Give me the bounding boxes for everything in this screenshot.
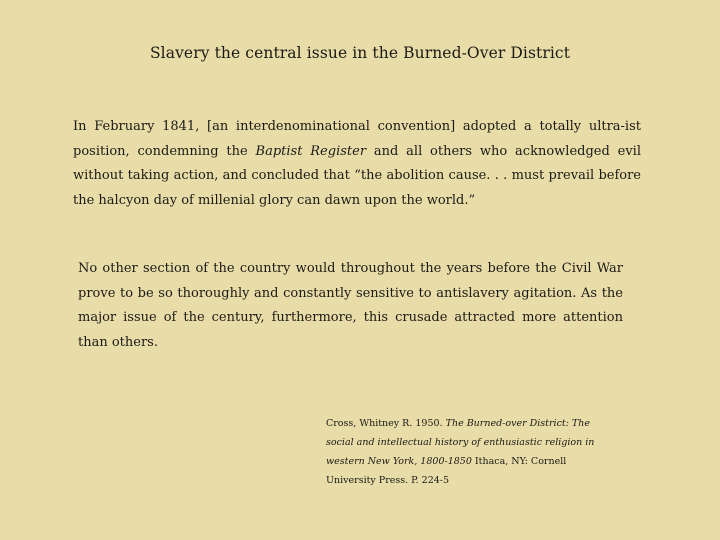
- citation-book-title: The Burned-over District: The social and intellectual history of enthusiastic religion in western New York, 1800-1850: [326, 418, 595, 467]
- newspaper-title: Baptist Register: [255, 143, 367, 159]
- citation-publisher: Ithaca, NY: Cornell University Press. P. 224-5: [326, 456, 567, 486]
- slide-title: Slavery the central issue in the Burned-Over District: [149, 44, 571, 62]
- citation-author: Cross, Whitney R. 1950.: [326, 418, 446, 429]
- quote-text-start: In February 1841, [an interdenominational convention] adopted a totally ultra-ist position, condemning the: [73, 119, 641, 159]
- quote-text-end: and all others who acknowledged evil without taking action, and concluded that “the abolition cause. . . must prevail before the halcyon day of millenial glory can dawn upon the world.”: [73, 143, 641, 208]
- summary-paragraph: No other section of the country would throughout the years before the Civil War prove to be so thoroughly and constantly sensitive to antislavery agitation. As the major issue of the century, furthermore, this crusade attracted more attention than others.: [78, 261, 623, 350]
- citation: [326, 414, 606, 490]
- quote-paragraph: [73, 115, 641, 213]
